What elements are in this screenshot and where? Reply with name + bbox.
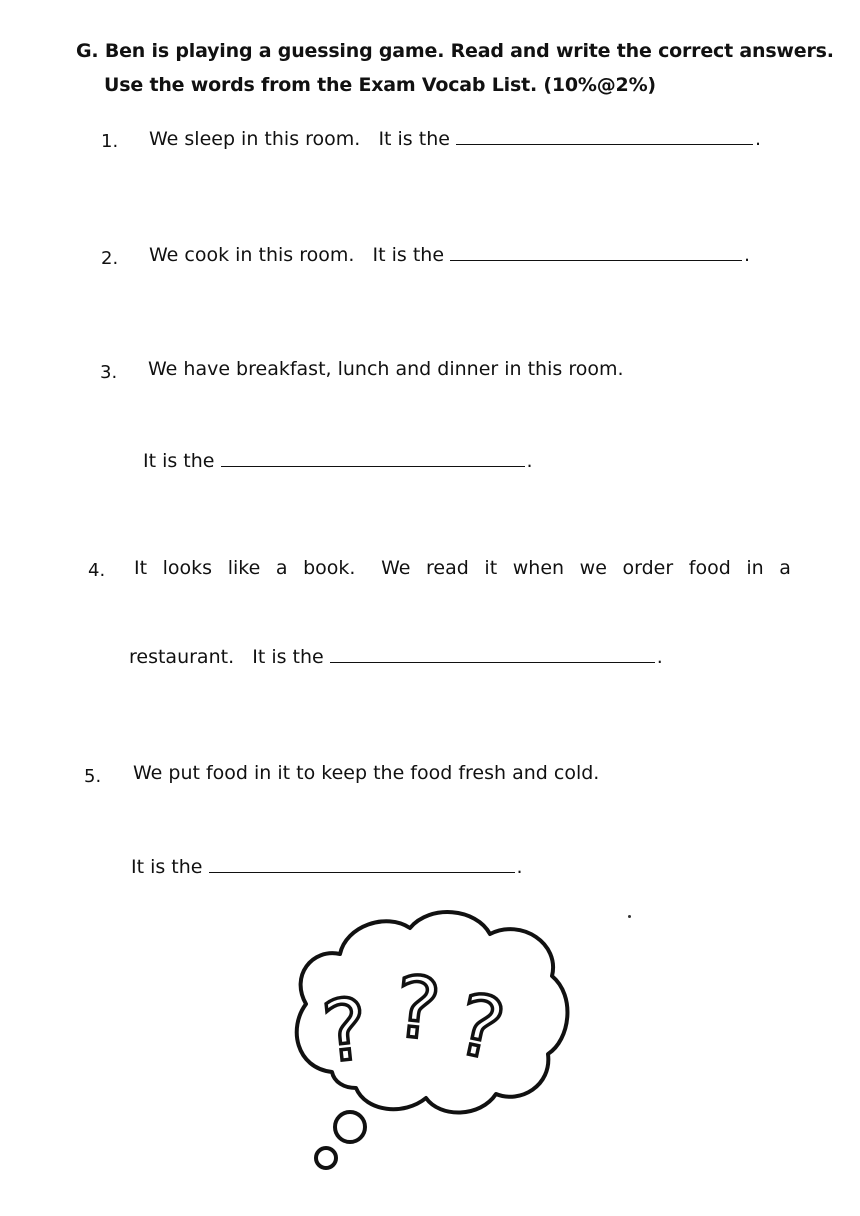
question-2-text: We cook in this room. It is the (149, 244, 445, 266)
question-4-continuation: restaurant. It is the (129, 646, 324, 668)
question-1 (149, 128, 761, 150)
answer-blank-5[interactable] (209, 871, 515, 873)
question-mark-2: ? (390, 957, 445, 1060)
question-1-number: 1. (101, 131, 119, 152)
question-2 (149, 244, 750, 266)
question-3-text: We have breakfast, lunch and dinner in this room. (148, 358, 624, 380)
stray-dot (628, 915, 631, 918)
answer-blank-3[interactable] (221, 465, 525, 467)
answer-blank-2[interactable] (450, 259, 742, 261)
question-1-end: . (754, 128, 761, 150)
question-4-end: . (656, 646, 663, 668)
question-4-word: order (622, 557, 674, 579)
question-4-word: We (381, 557, 411, 579)
question-4-word: it (484, 557, 498, 579)
question-5-answer-line (131, 856, 523, 878)
section-heading-line-2: Use the words from the Exam Vocab List. (10%@2%) (104, 74, 656, 96)
question-3-answer-prefix: It is the (143, 450, 215, 472)
question-5-number: 5. (84, 766, 102, 787)
question-4-word: we (579, 557, 607, 579)
question-5-answer-prefix: It is the (131, 856, 203, 878)
question-4-word: a (275, 557, 288, 579)
question-4-answer-line (129, 646, 663, 668)
question-4-word: book. (303, 557, 356, 579)
question-4-text (134, 557, 791, 579)
question-4-word: looks (162, 557, 213, 579)
question-3-answer-line (143, 450, 533, 472)
question-4-word: when (512, 557, 565, 579)
question-4-word: a (779, 557, 791, 579)
question-4-word: It (134, 557, 148, 579)
question-5-end: . (516, 856, 523, 878)
section-heading-line-1: G. Ben is playing a guessing game. Read and write the correct answers. (76, 40, 834, 62)
question-4-number: 4. (88, 560, 106, 581)
question-4-word: in (746, 557, 764, 579)
question-mark-1: ? (318, 979, 373, 1082)
question-3-end: . (526, 450, 533, 472)
answer-blank-1[interactable] (456, 143, 753, 145)
question-2-end: . (744, 244, 751, 266)
question-4-word: read (426, 557, 469, 579)
answer-blank-4[interactable] (330, 661, 655, 663)
question-4-word: like (227, 557, 261, 579)
question-mark-3: ? (448, 974, 513, 1080)
question-3-number: 3. (100, 362, 118, 383)
question-5-text: We put food in it to keep the food fresh and cold. (133, 762, 600, 784)
question-4-word: food (688, 557, 731, 579)
question-1-text: We sleep in this room. It is the (149, 128, 450, 150)
question-2-number: 2. (101, 248, 119, 269)
